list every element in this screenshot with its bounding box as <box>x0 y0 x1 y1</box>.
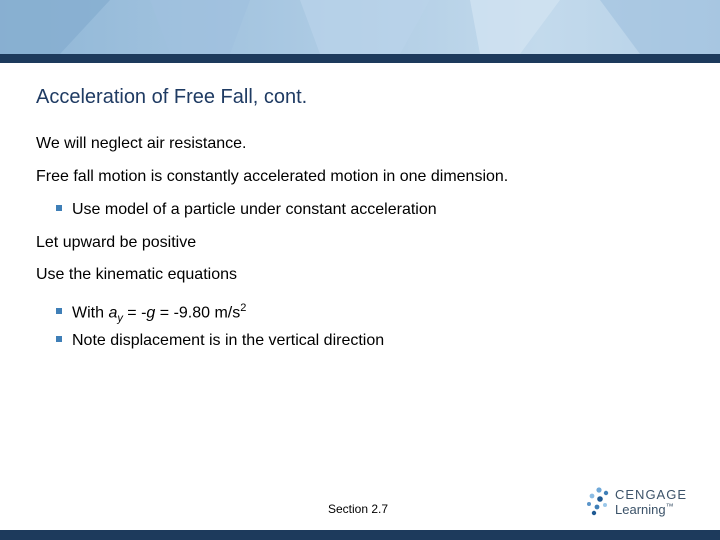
section-footer: Section 2.7 <box>328 502 389 516</box>
header-banner <box>0 0 720 54</box>
footer-bar <box>0 530 720 540</box>
text-line-upward-positive: Let upward be positive <box>36 234 197 251</box>
var-a: a <box>108 304 118 322</box>
eq-part2: = -9.80 m/s <box>155 304 241 322</box>
banner-decoration <box>0 0 720 54</box>
square-bullet-icon <box>56 205 62 211</box>
trademark: ™ <box>665 502 674 511</box>
square-bullet-icon <box>56 308 62 314</box>
bullet-acceleration-value <box>56 298 246 329</box>
logo-text-cengage: CENGAGE <box>615 487 688 502</box>
cengage-dots-icon <box>585 486 613 518</box>
cengage-logo <box>585 486 691 518</box>
text-line-neglect-air: We will neglect air resistance. <box>36 135 247 152</box>
var-y: y <box>117 312 123 325</box>
var-g: g <box>146 304 156 322</box>
bullet-text: Use model of a particle under constant acceleration <box>72 201 437 218</box>
logo-text-learning <box>615 502 674 517</box>
bullet-displacement <box>56 331 384 351</box>
square-bullet-icon <box>56 336 62 342</box>
bullet-text: Note displacement is in the vertical direction <box>72 332 385 349</box>
exponent: 2 <box>240 302 247 314</box>
text-line-kinematic: Use the kinematic equations <box>36 266 237 283</box>
slide-title: Acceleration of Free Fall, cont. <box>36 86 308 108</box>
eq-part1: = - <box>122 304 147 322</box>
bullet-prefix: With <box>72 304 109 322</box>
logo-learning-word: Learning <box>615 502 666 517</box>
header-bar <box>0 54 720 63</box>
text-line-free-fall: Free fall motion is constantly accelerated motion in one dimension. <box>36 168 509 185</box>
bullet-particle-model <box>56 200 437 220</box>
